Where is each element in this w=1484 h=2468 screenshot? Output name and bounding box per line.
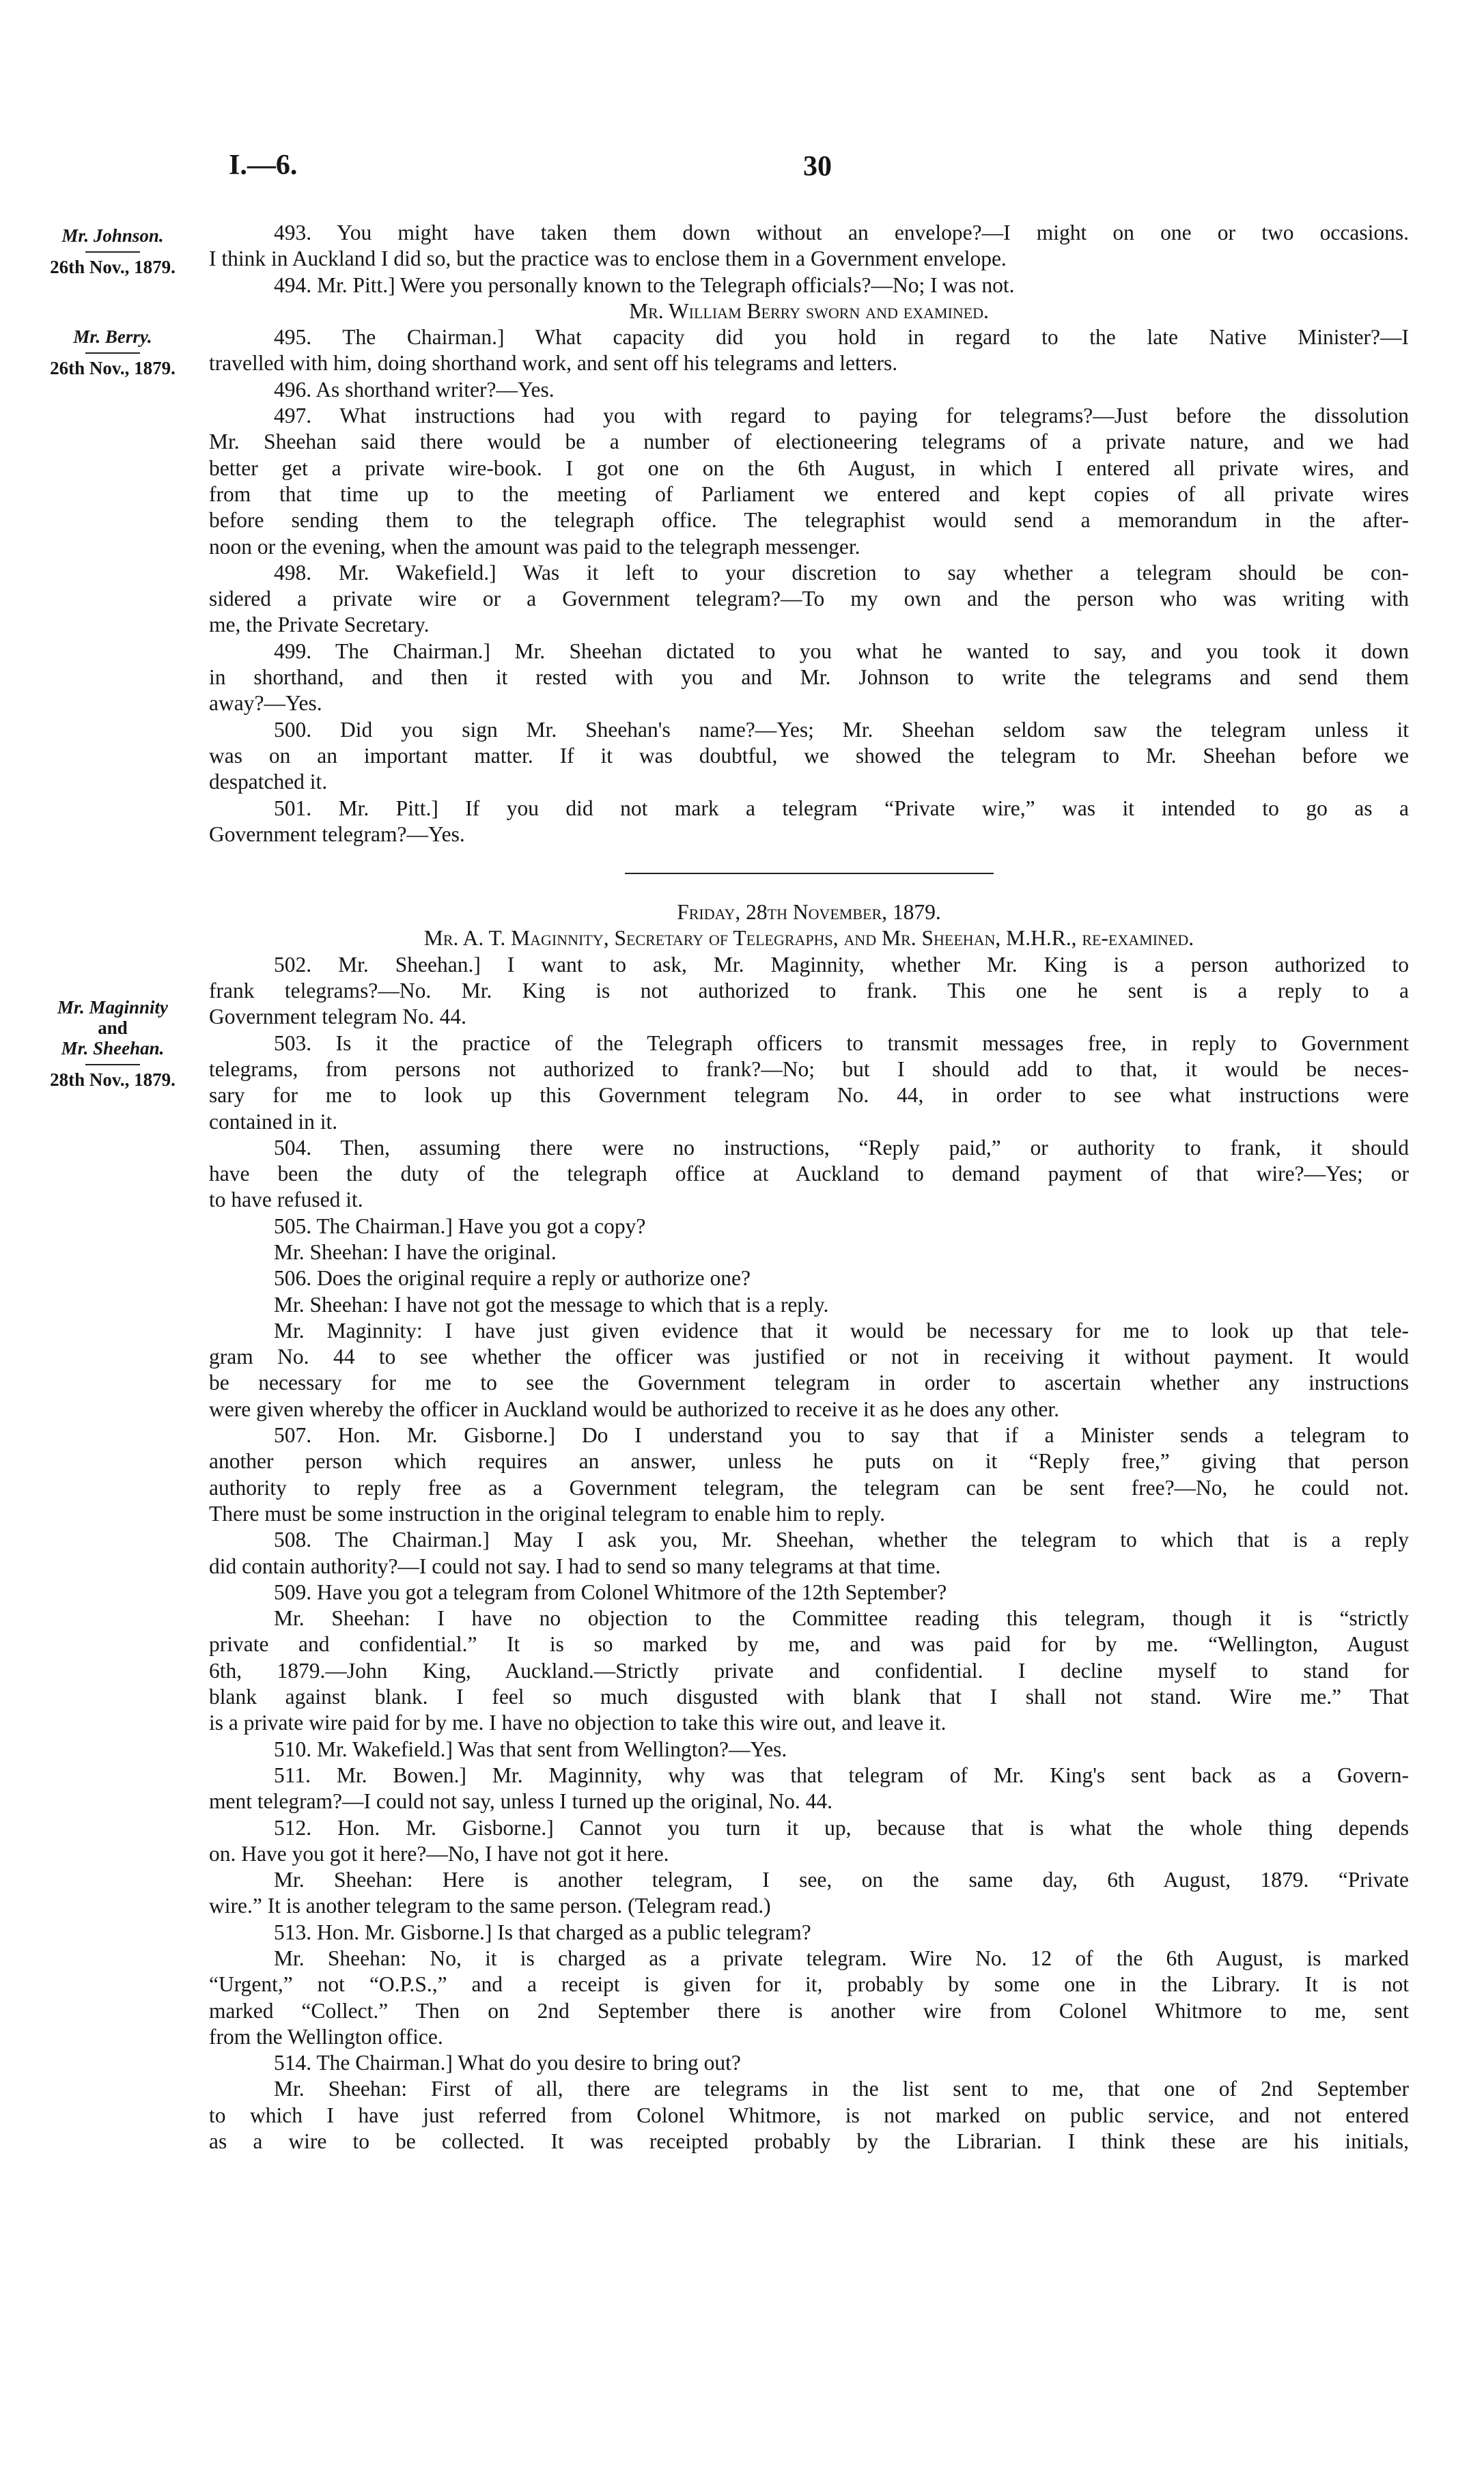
text-line: Mr. Sheehan: I have not got the message to which that is a reply. [274, 1292, 829, 1317]
text-line: authority to reply free as a Government telegram, the telegram can be sent free?—No, he could not. [209, 1475, 1409, 1500]
margin-witness-name: Mr. Berry. [73, 326, 152, 347]
text-line: 499. The Chairman.] Mr. Sheehan dictated to you what he wanted to say, and you took it down [274, 639, 1409, 663]
section-johnson [209, 220, 1409, 298]
text-line: 505. The Chairman.] Have you got a copy? [274, 1214, 646, 1238]
text-line: from that time up to the meeting of Parliament we entered and kept copies of all private wires [209, 481, 1409, 506]
margin-note-berry [20, 326, 205, 378]
text-line: 496. As shorthand writer?—Yes. [274, 377, 555, 402]
text-line: 502. Mr. Sheehan.] I want to ask, Mr. Maginnity, whether Mr. King is a person authorized to [274, 952, 1409, 977]
text-line: to which I have just referred from Colonel Whitmore, is not marked on public service, and not entered [209, 2103, 1409, 2127]
margin-date: 26th Nov., 1879. [50, 257, 176, 277]
text-line: “Urgent,” not “O.P.S.,” and a receipt is given for it, probably by some one in the Library. It is not [209, 1972, 1409, 1997]
text-line: marked “Collect.” Then on 2nd September there is another wire from Colonel Whitmore to me, sent [209, 1998, 1409, 2023]
section-divider [209, 847, 1409, 899]
text-line: gram No. 44 to see whether the officer was justified or not in receiving it without payment. It would [209, 1345, 1409, 1369]
text-line: 504. Then, assuming there were no instructions, “Reply paid,” or authority to frank, it should [274, 1135, 1409, 1160]
text-line: 503. Is it the practice of the Telegraph officers to transmit messages free, in reply to Government [274, 1030, 1409, 1055]
text-line: 493. You might have taken them down without an envelope?—I might on one or two occasions. [274, 221, 1409, 244]
margin-dash [85, 251, 140, 253]
margin-witness-name-2: Mr. Sheehan. [61, 1038, 165, 1058]
text-line: in shorthand, and then it rested with you and Mr. Johnson to write the telegrams and send them [209, 665, 1409, 690]
text-line: Mr. Sheehan said there would be a number of electioneering telegrams of a private nature, and we had [209, 430, 1409, 454]
text-line: 513. Hon. Mr. Gisborne.] Is that charged as a public telegram? [274, 1920, 811, 1944]
text-line: to have refused it. [209, 1188, 363, 1212]
text-line: telegrams, from persons not authorized to frank?—No; but I should add to that, it would be neces- [209, 1056, 1409, 1081]
text-line: was on an important matter. If it was doubtful, we showed the telegram to Mr. Sheehan before we [209, 743, 1409, 768]
main-text-column [209, 220, 1409, 2155]
text-line: travelled with him, doing shorthand work, and sent off his telegrams and letters. [209, 351, 898, 376]
section-berry [209, 324, 1409, 847]
text-line: wire.” It is another telegram to the same person. (Telegram read.) [209, 1894, 771, 1918]
page-number: 30 [803, 151, 832, 182]
text-line: have been the duty of the telegraph office at Auckland to demand payment of that wire?—Yes; or [209, 1162, 1409, 1186]
text-line: Government telegram?—Yes. [209, 822, 465, 846]
text-line: Government telegram No. 44. [209, 1005, 467, 1029]
section-maginnity [209, 952, 1409, 2155]
text-line: ment telegram?—I could not say, unless I turned up the original, No. 44. [209, 1789, 832, 1814]
text-line: me, the Private Secretary. [209, 613, 430, 637]
document-code: I.—6. [229, 150, 298, 181]
text-line: sary for me to look up this Government telegram No. 44, in order to see what instructions were [209, 1083, 1409, 1108]
witness-heading-berry: Mr. William Berry sworn and examined. [629, 298, 989, 323]
date-heading: Friday, 28th November, 1879. [677, 900, 941, 925]
text-line: 6th, 1879.—John King, Auckland.—Strictly private and confidential. I decline myself to stand for [209, 1658, 1409, 1683]
text-line: 507. Hon. Mr. Gisborne.] Do I understand you to say that if a Minister sends a telegram to [274, 1423, 1409, 1448]
text-line: better get a private wire-book. I got one on the 6th August, in which I entered all private wires, and [209, 455, 1409, 480]
text-line: Mr. Sheehan: No, it is charged as a private telegram. Wire No. 12 of the 6th August, is marked [274, 1946, 1409, 1970]
text-line: despatched it. [209, 770, 328, 794]
text-line: 511. Mr. Bowen.] Mr. Maginnity, why was that telegram of Mr. King's sent back as a Govern- [274, 1763, 1409, 1787]
text-line: 494. Mr. Pitt.] Were you personally known to the Telegraph officials?—No; I was not. [274, 272, 1015, 297]
text-line: 512. Hon. Mr. Gisborne.] Cannot you turn it up, because that is what the whole thing depends [274, 1815, 1409, 1840]
text-line: 501. Mr. Pitt.] If you did not mark a telegram “Private wire,” was it intended to go as a [274, 796, 1409, 820]
text-line: did contain authority?—I could not say. I had to send so many telegrams at that time. [209, 1554, 941, 1578]
margin-date: 28th Nov., 1879. [50, 1069, 176, 1090]
text-line: 498. Mr. Wakefield.] Was it left to your discretion to say whether a telegram should be con- [274, 560, 1409, 585]
text-line: on. Have you got it here?—No, I have not got it here. [209, 1841, 669, 1866]
text-line: from the Wellington office. [209, 2024, 443, 2049]
witness-heading-maginnity: Mr. A. T. Maginnity, Secretary of Telegraphs, and Mr. Sheehan, M.H.R., re-examined. [423, 926, 1194, 951]
text-line: Mr. Sheehan: First of all, there are telegrams in the list sent to me, that one of 2nd September [274, 2077, 1409, 2101]
text-line: noon or the evening, when the amount was paid to the telegraph messenger. [209, 534, 860, 559]
text-line: sidered a private wire or a Government telegram?—To my own and the person who was writing with [209, 587, 1409, 611]
text-line: 514. The Chairman.] What do you desire to bring out? [274, 2051, 741, 2075]
text-line: were given whereby the officer in Auckland would be authorized to receive it as he does any other. [209, 1397, 1059, 1421]
margin-witness-name: Mr. Johnson. [61, 225, 164, 246]
text-line: 506. Does the original require a reply or authorize one? [274, 1266, 751, 1291]
margin-note-maginnity-sheehan [20, 997, 205, 1090]
text-line: Mr. Maginnity: I have just given evidence that it would be necessary for me to look up that tele- [274, 1318, 1409, 1343]
text-line: 500. Did you sign Mr. Sheehan's name?—Yes; Mr. Sheehan seldom saw the telegram unless it [274, 717, 1409, 742]
text-line: Mr. Sheehan: I have the original. [274, 1239, 557, 1264]
text-line: 495. The Chairman.] What capacity did you hold in regard to the late Native Minister?—I [274, 325, 1409, 350]
text-line: private and confidential.” It is so marked by me, and was paid for by me. “Wellington, August [209, 1632, 1409, 1657]
margin-conjunction: and [98, 1018, 128, 1038]
text-line: I think in Auckland I did so, but the practice was to enclose them in a Government envelope. [209, 247, 1007, 271]
text-line: Mr. Sheehan: Here is another telegram, I see, on the same day, 6th August, 1879. “Private [274, 1868, 1409, 1892]
text-line: 497. What instructions had you with regard to paying for telegrams?—Just before the dissolution [274, 404, 1409, 428]
text-line: frank telegrams?—No. Mr. King is not authorized to frank. This one he sent is a reply to a [209, 979, 1409, 1003]
margin-note-johnson [20, 225, 205, 277]
text-line: before sending them to the telegraph office. The telegraphist would send a memorandum in the after- [209, 508, 1409, 533]
text-line: Mr. Sheehan: I have no objection to the Committee reading this telegram, though it is “strictly [274, 1606, 1409, 1631]
margin-dash [85, 1064, 140, 1065]
text-line: 510. Mr. Wakefield.] Was that sent from Wellington?—Yes. [274, 1737, 787, 1761]
text-line: be necessary for me to see the Government telegram in order to ascertain whether any instructions [209, 1371, 1409, 1395]
text-line: blank against blank. I feel so much disgusted with blank that I shall not stand. Wire me.” That [209, 1685, 1409, 1709]
text-line: is a private wire paid for by me. I have no objection to take this wire out, and leave it. [209, 1711, 947, 1735]
text-line: 509. Have you got a telegram from Colonel Whitmore of the 12th September? [274, 1580, 947, 1604]
margin-dash [85, 352, 140, 354]
text-line: as a wire to be collected. It was receipted probably by the Librarian. I think these are his initials, [209, 2129, 1409, 2154]
text-line: contained in it. [209, 1109, 338, 1134]
text-line: away?—Yes. [209, 691, 322, 716]
margin-witness-name: Mr. Maginnity [57, 997, 169, 1018]
text-line: There must be some instruction in the original telegram to enable him to reply. [209, 1501, 885, 1526]
text-line: another person which requires an answer, unless he puts on it “Reply free,” giving that person [209, 1449, 1409, 1474]
text-line: 508. The Chairman.] May I ask you, Mr. Sheehan, whether the telegram to which that is a reply [274, 1528, 1409, 1552]
margin-date: 26th Nov., 1879. [50, 358, 176, 378]
